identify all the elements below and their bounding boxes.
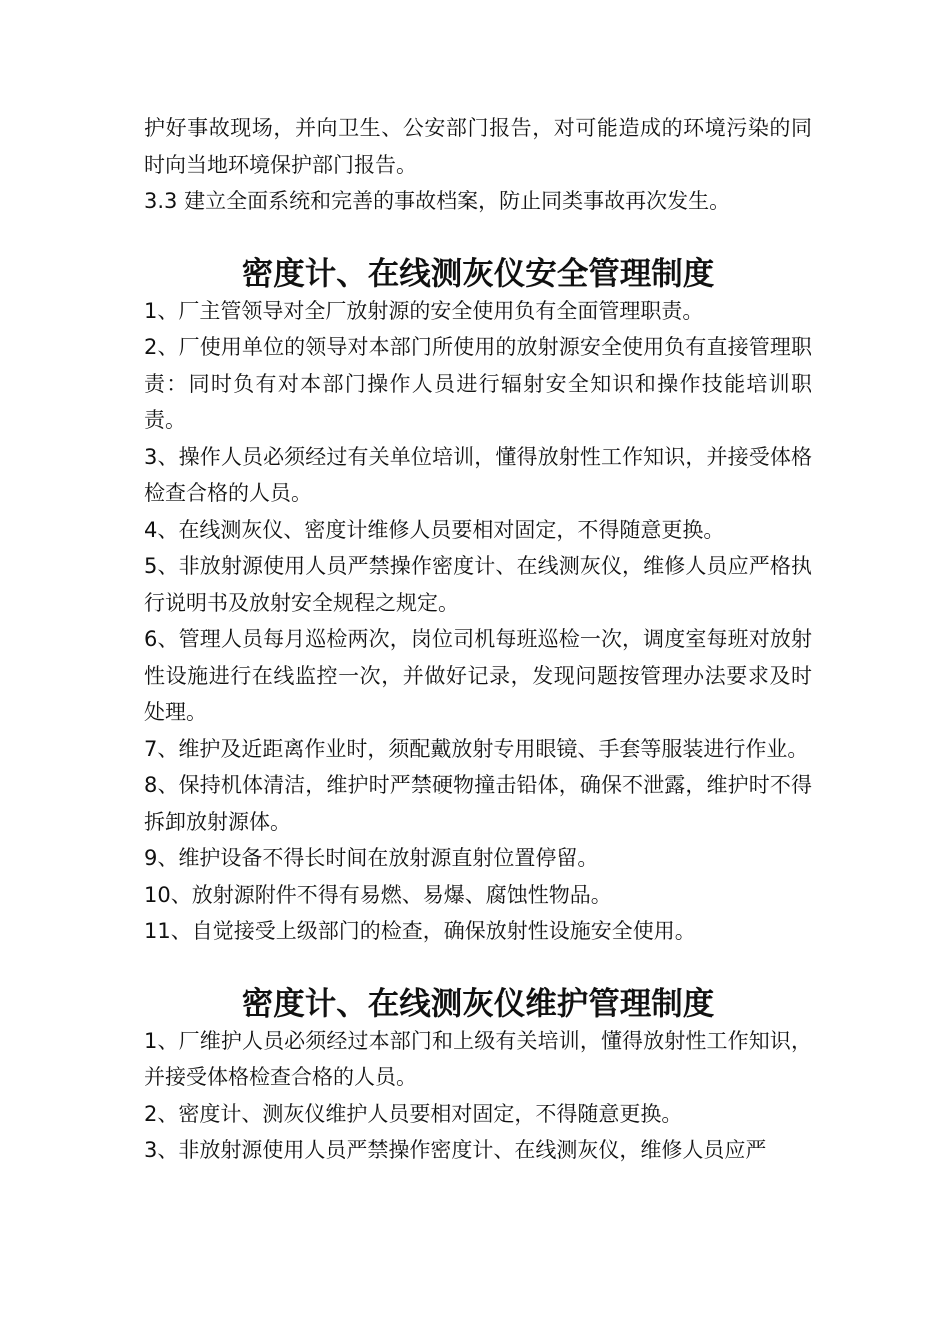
section1-item-7: 7、维护及近距离作业时，须配戴放射专用眼镜、手套等服装进行作业。 — [144, 736, 809, 761]
section1-item-1: 1、厂主管领导对全厂放射源的安全使用负有全面管理职责。 — [144, 298, 704, 323]
section2-item-1: 1、厂维护人员必须经过本部门和上级有关培训，懂得放射性工作知识，并接受体格检查合格的人员。 — [144, 1028, 812, 1089]
intro-paragraph-2: 3.3 建立全面系统和完善的事故档案，防止同类事故再次发生。 — [144, 189, 731, 213]
intro-paragraph-1: 护好事故现场，并向卫生、公安部门报告，对可能造成的环境污染的同时向当地环境保护部门报告。 — [144, 116, 812, 177]
section1-item-6: 6、管理人员每月巡检两次，岗位司机每班巡检一次，调度室每班对放射性设施进行在线监控一次，并做好记录，发现问题按管理办法要求及时处理。 — [144, 627, 812, 724]
section-spacer — [144, 220, 812, 257]
section2-item-3: 3、非放射源使用人员严禁操作密度计、在线测灰仪，维修人员应严 — [144, 1138, 767, 1162]
section2-title: 密度计、在线测灰仪维护管理制度 — [241, 986, 715, 1022]
section1-item-2: 2、厂使用单位的领导对本部门所使用的放射源安全使用负有直接管理职责：同时负有对本部门操作人员进行辐射安全知识和操作技能培训职责。 — [144, 335, 812, 432]
section1-title: 密度计、在线测灰仪安全管理制度 — [241, 256, 715, 292]
section1-item-4: 4、在线测灰仪、密度计维修人员要相对固定，不得随意更换。 — [144, 517, 725, 542]
document-page — [144, 110, 812, 1169]
section2-item-2: 2、密度计、测灰仪维护人员要相对固定，不得随意更换。 — [144, 1101, 683, 1126]
section1-item-10: 10、放射源附件不得有易燃、易爆、腐蚀性物品。 — [144, 882, 612, 907]
section1-item-8: 8、保持机体清洁，维护时严禁硬物撞击铅体，确保不泄露，维护时不得拆卸放射源体。 — [144, 773, 812, 834]
section1-item-5: 5、非放射源使用人员严禁操作密度计、在线测灰仪，维修人员应严格执行说明书及放射安全规程之规定。 — [144, 554, 812, 615]
section-spacer — [144, 950, 812, 987]
section1-item-11: 11、自觉接受上级部门的检查，确保放射性设施安全使用。 — [144, 919, 696, 943]
section1-item-3: 3、操作人员必须经过有关单位培训，懂得放射性工作知识，并接受体格检查合格的人员。 — [144, 444, 812, 505]
section1-item-9: 9、维护设备不得长时间在放射源直射位置停留。 — [144, 846, 599, 870]
